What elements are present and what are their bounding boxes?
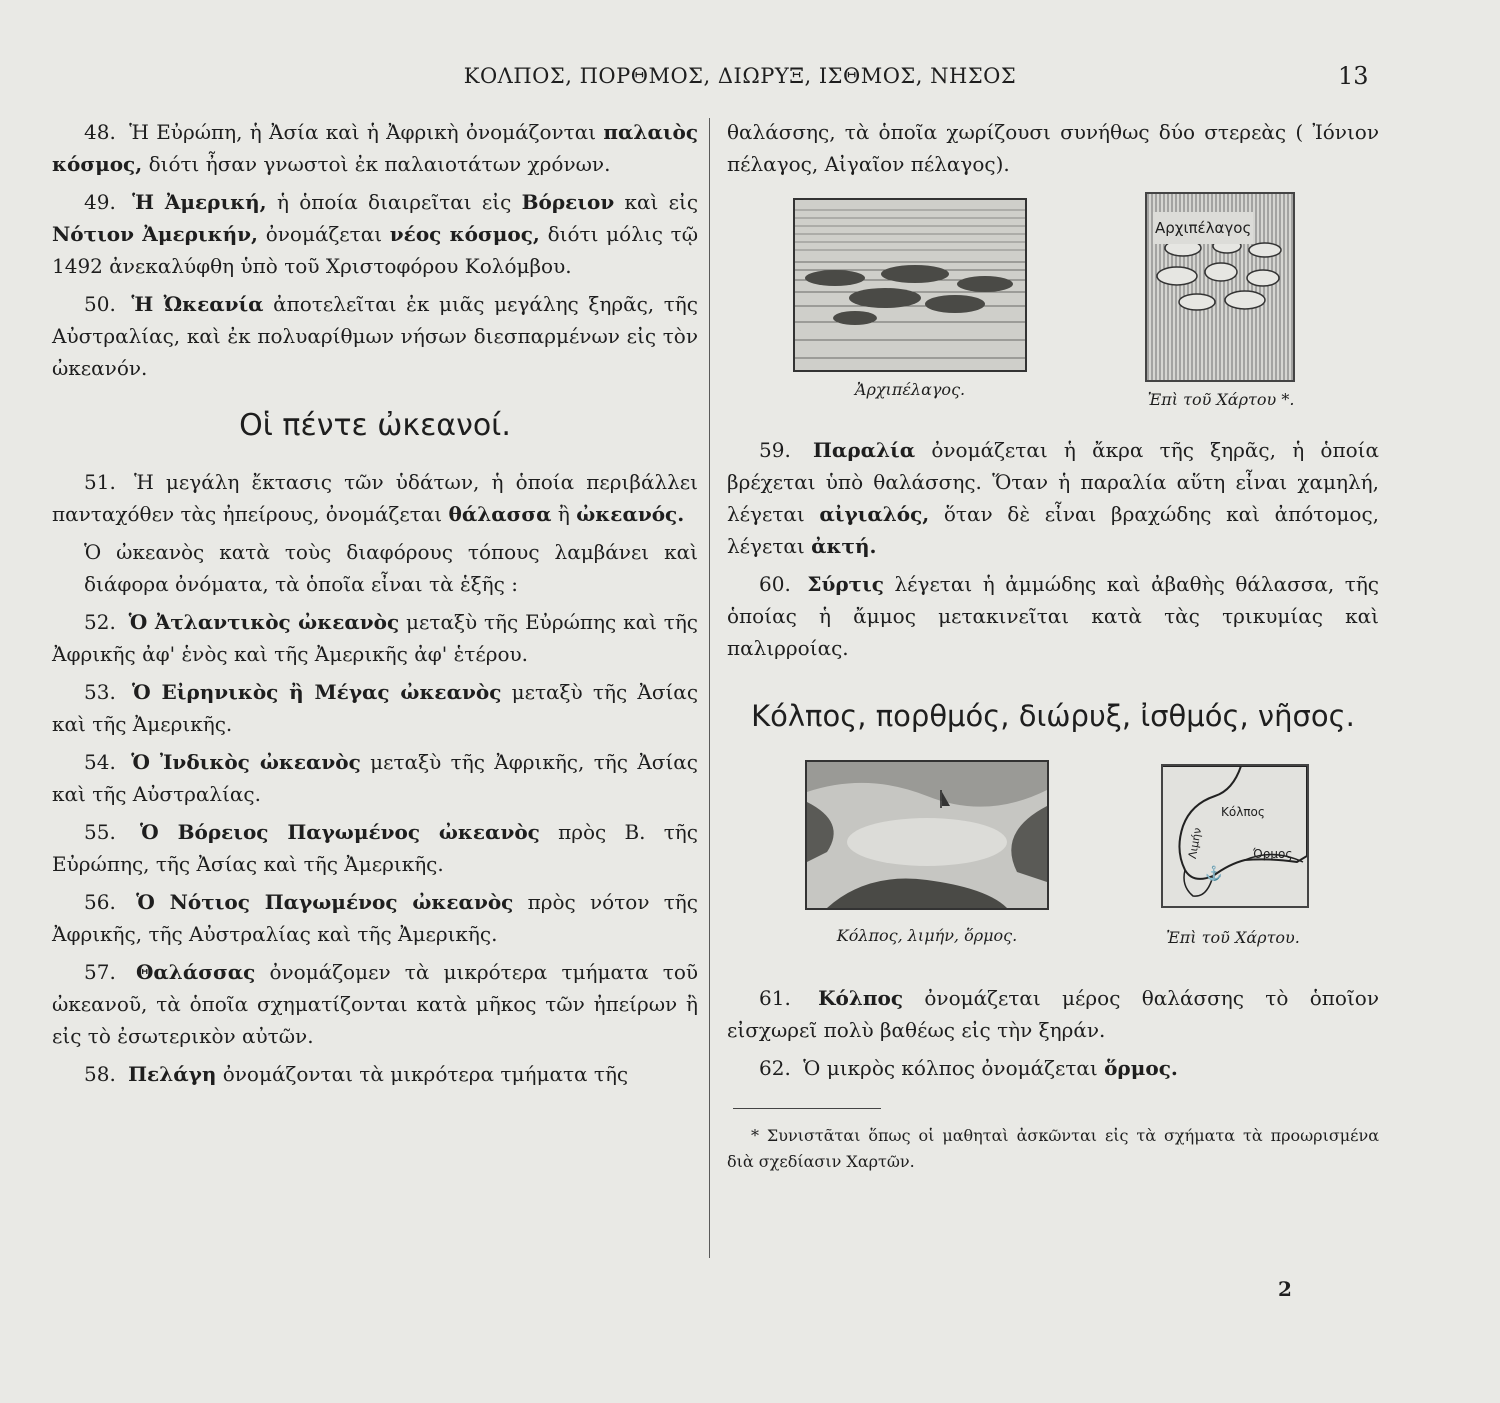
bold-term: Ὁ Ἰνδικὸς ὠκεανὸς: [131, 750, 361, 774]
paragraph-number: 48.: [84, 120, 116, 144]
paragraph-text: διότι ἦσαν γνωστοὶ ἐκ παλαιοτάτων χρόνων.: [148, 152, 611, 176]
paragraph-59: [727, 434, 1379, 562]
page-number: 13: [1338, 62, 1369, 90]
footnote: * Συνιστᾶται ὅπως οἱ μαθηταὶ ἀσκῶνται εἰς τὰ σχήματα τὰ προωρισμένα διὰ σχεδίασιν Χαρτῶν.: [727, 1126, 1379, 1171]
map-label-archipelago: Αρχιπέλαγος: [1153, 212, 1253, 244]
paragraph-55: [52, 816, 698, 880]
paragraph-text: πρὸς Β. τῆς Εὐρώπης, τῆς Ἀσίας καὶ τῆς Ἀμερικῆς.: [52, 820, 698, 876]
bold-term: Ὁ Ἀτλαντικὸς ὠκεανὸς: [128, 610, 400, 634]
paragraph-text: καὶ εἰς: [624, 190, 699, 214]
paragraph-text: ἡ ὁποία διαιρεῖται εἰς: [276, 190, 512, 214]
paragraph-number: 57.: [84, 960, 116, 984]
paragraph-50: [52, 288, 698, 384]
paragraph-text: μεταξὺ τῆς Εὐρώπης καὶ τῆς Ἀφρικῆς ἀφ' ἑνὸς καὶ τῆς Ἀμερικῆς ἀφ' ἑτέρου.: [52, 610, 699, 666]
paragraph-number: 53.: [84, 680, 116, 704]
bold-term: Κόλπος: [818, 986, 904, 1010]
paragraph-number: 50.: [84, 292, 116, 316]
paragraph-53: [52, 676, 698, 740]
bold-term: παλαιὸς κόσμος,: [52, 120, 699, 176]
figure-gulf-engraving: [805, 760, 1049, 946]
paragraph-number: 49.: [84, 190, 116, 214]
paragraph-58-continued: θαλάσσης, τὰ ὁποῖα χωρίζουσι συνήθως δύο στερεὰς ( Ἰόνιον πέλαγος, Αἰγαῖον πέλαγος).: [727, 120, 1379, 176]
gulf-engraving-image: [805, 760, 1049, 910]
bold-term: Ὁ Εἰρηνικὸς ἢ Μέγας ὠκεανὸς: [132, 680, 502, 704]
figure-gulf-map: [1161, 764, 1333, 948]
paragraph-61: [727, 982, 1379, 1046]
bold-term: Πελάγη: [128, 1062, 217, 1086]
paragraph-text: ὀνομάζεται μέρος θαλάσσης τὸ ὁποῖον εἰσχωρεῖ πολὺ βαθέως εἰς τὴν ξηράν.: [727, 986, 1379, 1042]
paragraph-54: [52, 746, 698, 810]
paragraph-text: ὀνομάζονται τὰ μικρότερα τμήματα τῆς: [222, 1062, 629, 1086]
anchor-icon: ⚓: [1205, 866, 1223, 882]
paragraph-56: [52, 886, 698, 950]
paragraph-number: 52.: [84, 610, 116, 634]
paragraph-text: ὅταν δὲ εἶναι βραχώδης καὶ ἀπότομος, λέγεται: [727, 502, 1380, 558]
gulf-figures: [727, 760, 1379, 968]
map-label-harbor: Λιμήν: [1185, 826, 1205, 860]
paragraph-number: 54.: [84, 750, 116, 774]
paragraph-text: διότι μόλις τῷ 1492 ἀνεκαλύφθη ὑπὸ τοῦ Χριστοφόρου Κολόμβου.: [52, 222, 699, 278]
footnote-rule: [733, 1108, 881, 1109]
bold-term: αἰγιαλός,: [819, 502, 930, 526]
paragraph-text: ἀποτελεῖται ἐκ μιᾶς μεγάλης ξηρᾶς, τῆς Αὐστραλίας, καὶ ἐκ πολυαρίθμων νήσων διεσπαρμένων εἰς τὸν ὠκεανόν.: [52, 292, 698, 380]
left-column: [52, 116, 698, 1096]
paragraph-text: Ἡ Εὐρώπη, ἡ Ἀσία καὶ ἡ Ἀφρικὴ ὀνομάζονται: [129, 120, 597, 144]
paragraph-58: [52, 1058, 698, 1090]
bold-term: ἀκτή.: [811, 534, 877, 558]
bold-term: Σύρτις: [807, 572, 884, 596]
section-heading-gulf: Κόλπος, πορθμός, διώρυξ, ἰσθμός, νῆσος.: [751, 699, 1355, 733]
paragraph-number: 61.: [759, 986, 791, 1010]
section-heading-oceans: Οἱ πέντε ὠκεανοί.: [239, 408, 511, 443]
signature-mark: 2: [1278, 1277, 1292, 1301]
bold-term: Ἡ Ἀμερική,: [132, 190, 267, 214]
paragraph-text: ὀνομάζεται: [265, 222, 383, 246]
paragraph-text: λέγεται ἡ ἀμμώδης καὶ ἀβαθὴς θάλασσα, τῆς ὁποίας ἡ ἄμμος μετακινεῖται κατὰ τὰς τρικυμίας καὶ παλιρροίας.: [727, 572, 1380, 660]
paragraph-number: 58.: [84, 1062, 116, 1086]
paragraph-text: ὀνομάζομεν τὰ μικρότερα τμήματα τοῦ ὠκεανοῦ, τὰ ὁποῖα σχηματίζονται κατὰ μῆκος τῶν ἠπείρων ἢ εἰς τὸ ἐσωτερικὸν αὐτῶν.: [52, 960, 699, 1048]
bold-term: Ἡ Ὠκεανία: [131, 292, 264, 316]
paragraph-62: [727, 1052, 1379, 1084]
bold-term: Νότιον Ἀμερικήν,: [52, 222, 258, 246]
bold-term: νέος κόσμος,: [389, 222, 540, 246]
paragraph-number: 56.: [84, 890, 116, 914]
paragraph-text: ὀνομάζεται ἡ ἄκρα τῆς ξηρᾶς, ἡ ὁποία βρέχεται ὑπὸ θαλάσσης. Ὅταν ἡ παραλία αὕτη εἶναι χαμηλή, λέγεται: [727, 438, 1379, 526]
paragraph-60: [727, 568, 1379, 664]
bold-term: Ὁ Νότιος Παγωμένος ὠκεανὸς: [136, 890, 514, 914]
archipelago-engraving-image: [793, 198, 1027, 372]
figure-archipelago-engraving: [793, 198, 1027, 400]
paragraph-number: 55.: [84, 820, 116, 844]
archipelago-figures: [727, 198, 1379, 420]
paragraph-51: [52, 466, 698, 530]
paragraph-number: 59.: [759, 438, 791, 462]
paragraph-text: ἢ: [557, 502, 570, 526]
paragraph-text: Ὁ μικρὸς κόλπος ὀνομάζεται: [803, 1056, 1098, 1080]
column-divider: [709, 118, 710, 1258]
paragraph-text: μεταξὺ τῆς Ἀσίας καὶ τῆς Ἀμερικῆς.: [52, 680, 699, 736]
caption-on-the-map: Ἐπὶ τοῦ Χάρτου *.: [1147, 390, 1295, 409]
caption-gulf-harbor-cove: Κόλπος, λιμήν, ὅρμος.: [836, 926, 1018, 945]
paragraph-48: [52, 116, 698, 180]
paragraph-number: 51.: [84, 470, 116, 494]
bold-term: Παραλία: [813, 438, 916, 462]
bold-term: ὅρμος.: [1104, 1056, 1178, 1080]
paragraph-49: [52, 186, 698, 282]
map-label-cove: Όρμος: [1253, 847, 1293, 861]
caption-on-the-map-2: Ἐπὶ τοῦ Χάρτου.: [1166, 928, 1300, 947]
bold-term: Βόρειον: [521, 190, 615, 214]
paragraph-text: πρὸς νότον τῆς Ἀφρικῆς, τῆς Αὐστραλίας καὶ τῆς Ἀμερικῆς.: [52, 890, 698, 946]
paragraph-52: [52, 606, 698, 670]
bold-term: θάλασσα: [448, 502, 552, 526]
paragraph-text: μεταξὺ τῆς Ἀφρικῆς, τῆς Ἀσίας καὶ τῆς Αὐστραλίας.: [52, 750, 698, 806]
figure-archipelago-map: [1145, 192, 1321, 410]
bold-term: Ὁ Βόρειος Παγωμένος ὠκεανὸς: [140, 820, 540, 844]
paragraph-57: [52, 956, 698, 1052]
bold-term: ὠκεανός.: [576, 502, 685, 526]
paragraph-51-continued: Ὁ ὠκεανὸς κατὰ τοὺς διαφόρους τόπους λαμβάνει καὶ διάφορα ὀνόματα, τὰ ὁποῖα εἶναι τὰ ἑξῆς :: [84, 540, 698, 596]
paragraph-text: Ἡ μεγάλη ἔκτασις τῶν ὑδάτων, ἡ ὁποία περιβάλλει πανταχόθεν τὰς ἠπείρους, ὀνομάζεται: [52, 470, 698, 526]
caption-archipelago: Ἀρχιπέλαγος.: [854, 380, 966, 399]
running-title: ΚΟΛΠΟΣ, ΠΟΡΘΜΟΣ, ΔΙΩΡΥΞ, ΙΣΘΜΟΣ, ΝΗΣΟΣ: [463, 64, 1017, 88]
paragraph-number: 60.: [759, 572, 791, 596]
bold-term: Θαλάσσας: [135, 960, 256, 984]
right-column: [727, 116, 1379, 1175]
paragraph-number: 62.: [759, 1056, 791, 1080]
map-label-gulf: Κόλπος: [1221, 805, 1265, 819]
